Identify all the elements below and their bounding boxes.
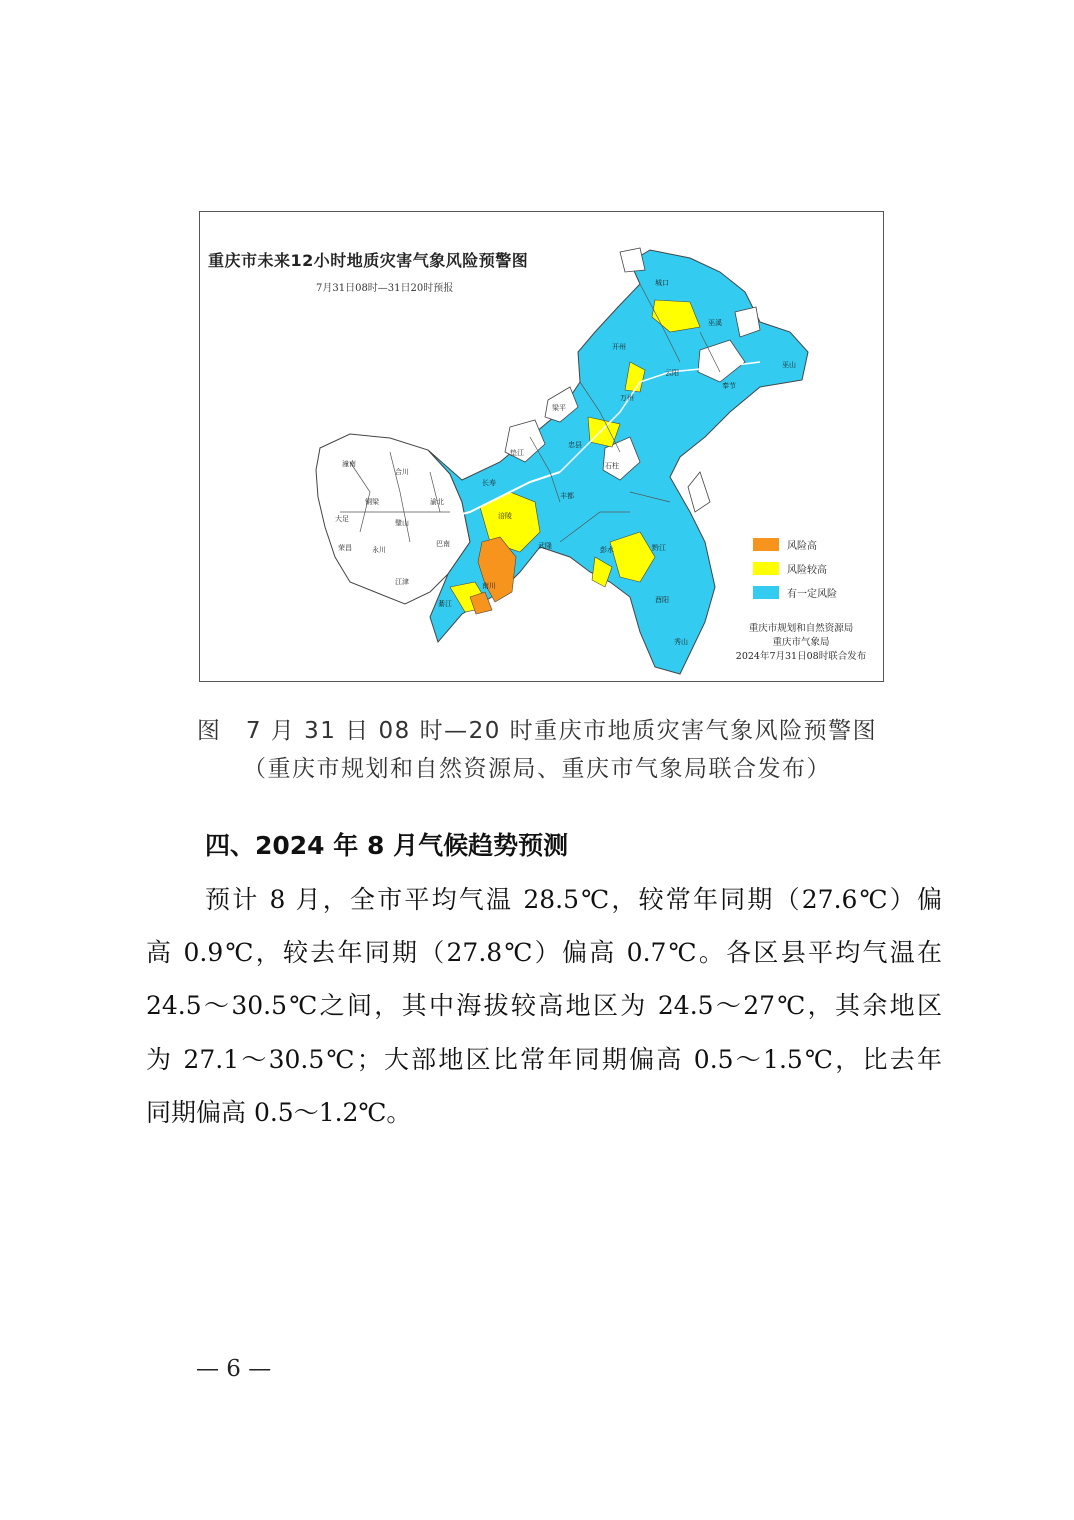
paragraph-line: 24.5～30.5℃之间，其中海拔较高地区为 24.5～27℃，其余地区 <box>146 991 942 1020</box>
map-subtitle: 7月31日08时—31日20时预报 <box>316 283 454 294</box>
county-label: 梁平 <box>552 404 566 412</box>
map-title: 重庆市未来12小时地质灾害气象风险预警图 <box>208 251 529 270</box>
county-label: 彭水 <box>600 546 614 554</box>
map-legend <box>753 532 837 604</box>
county-label: 黔江 <box>652 544 666 552</box>
county-label: 璧山 <box>395 519 409 527</box>
county-label: 云阳 <box>665 369 679 377</box>
legend-label: 风险较高 <box>787 564 827 576</box>
section-heading: 四、2024 年 8 月气候趋势预测 <box>205 831 569 860</box>
legend-item-some <box>753 580 837 604</box>
county-label: 铜梁 <box>365 498 379 506</box>
county-label: 大足 <box>335 515 349 523</box>
figure-caption-source: （重庆市规划和自然资源局、重庆市气象局联合发布） <box>243 756 831 782</box>
paragraph-line: 预计 8 月，全市平均气温 28.5℃，较常年同期（27.6℃）偏 <box>205 885 942 914</box>
county-label: 秀山 <box>674 638 688 646</box>
county-label: 忠县 <box>568 441 582 449</box>
county-label: 丰都 <box>560 492 574 500</box>
county-label: 巫溪 <box>708 319 722 327</box>
county-label: 奉节 <box>722 382 736 390</box>
county-label: 酉阳 <box>655 596 669 604</box>
county-label: 荣昌 <box>338 544 352 552</box>
paragraph-line: 高 0.9℃，较去年同期（27.8℃）偏高 0.7℃。各区县平均气温在 <box>146 938 942 967</box>
map-white-patch <box>688 472 710 512</box>
county-label: 长寿 <box>482 479 496 487</box>
county-label: 巫山 <box>782 361 796 369</box>
county-label: 万州 <box>620 394 634 402</box>
county-label: 渝北 <box>430 498 444 506</box>
legend-item-higher <box>753 556 837 580</box>
issuer-line: 重庆市气象局 <box>772 637 830 648</box>
map-graphic <box>200 212 884 682</box>
county-label: 武隆 <box>538 542 552 550</box>
county-label: 南川 <box>482 582 496 590</box>
risk-warning-map <box>199 211 884 682</box>
issuer-line: 2024年7月31日08时联合发布 <box>735 651 867 662</box>
county-label: 合川 <box>395 468 409 476</box>
county-label: 綦江 <box>438 600 452 608</box>
county-label: 石柱 <box>605 462 619 470</box>
county-label: 巴南 <box>436 540 450 548</box>
paragraph-line: 为 27.1～30.5℃；大部地区比常年同期偏高 0.5～1.5℃，比去年 <box>146 1045 942 1074</box>
legend-swatch <box>753 538 779 551</box>
legend-label: 有一定风险 <box>787 588 837 600</box>
figure-caption: 图 7 月 31 日 08 时—20 时重庆市地质灾害气象风险预警图 <box>196 718 878 744</box>
page-number: — 6 — <box>196 1356 272 1382</box>
legend-swatch <box>753 562 779 575</box>
county-label: 垫江 <box>510 449 524 457</box>
county-label: 江津 <box>395 578 409 586</box>
county-label: 永川 <box>372 546 386 554</box>
paragraph-line: 同期偏高 0.5～1.2℃。 <box>146 1098 412 1127</box>
legend-item-high <box>753 532 837 556</box>
issuer-line: 重庆市规划和自然资源局 <box>748 623 854 634</box>
county-label: 城口 <box>655 279 669 287</box>
map-white-patch <box>620 248 645 272</box>
legend-label: 风险高 <box>787 540 817 552</box>
county-label: 涪陵 <box>498 512 512 520</box>
map-issuer <box>716 622 884 664</box>
county-label: 潼南 <box>342 460 356 468</box>
county-label: 开州 <box>612 343 626 351</box>
legend-swatch <box>753 586 779 599</box>
